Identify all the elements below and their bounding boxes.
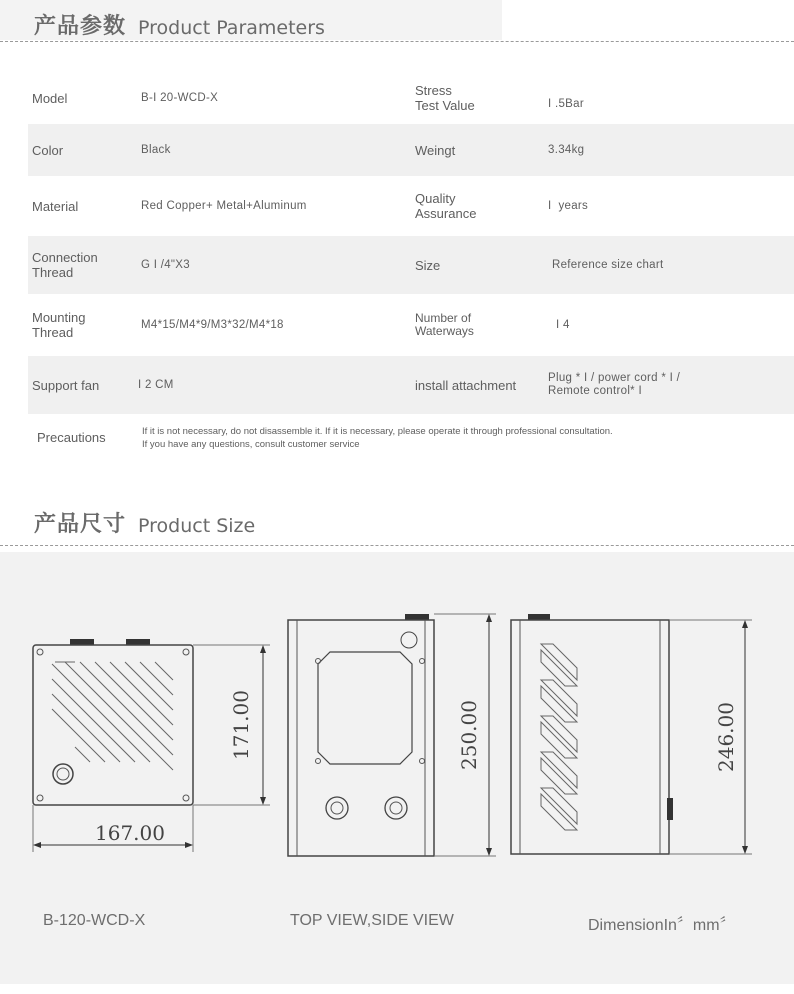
spec-label: Model	[32, 90, 68, 106]
spec-value: I 4	[556, 318, 570, 331]
size-title-en: Product Size	[138, 515, 256, 537]
dim-back-height: 246.00	[714, 702, 738, 772]
size-section-title	[34, 498, 255, 538]
params-divider	[0, 41, 794, 42]
spec-label: Color	[32, 142, 64, 158]
spec-value: Plug * I / power cord * I / Remote control* I	[548, 372, 681, 397]
spec-label: Weingt	[415, 142, 456, 158]
spec-value: G I /4"X3	[141, 259, 190, 271]
spec-value: I years	[548, 199, 589, 212]
spec-label: Mounting Thread	[32, 310, 86, 340]
caption-unit: DimensionIn〞mm〞	[588, 917, 736, 934]
spec-label: Support fan	[32, 377, 100, 393]
spec-label: install attachment	[415, 377, 517, 393]
precautions-label: Precautions	[37, 430, 106, 445]
spec-label: Size	[415, 257, 441, 273]
spec-value: I 2 CM	[138, 379, 174, 391]
caption-views: TOP VIEW,SIDE VIEW	[290, 912, 454, 929]
spec-row	[28, 176, 794, 236]
spec-row	[28, 356, 794, 414]
precautions-line-1: If it is not necessary, do not disassemble it. If it is necessary, please operate it through professional consultation.	[142, 426, 613, 437]
spec-value: M4*15/M4*9/M3*32/M4*18	[141, 319, 284, 331]
params-title-en: Product Parameters	[138, 17, 325, 39]
spec-row	[28, 294, 794, 356]
spec-label: Number of Waterways	[415, 311, 474, 338]
size-divider	[0, 545, 794, 546]
spec-value: Black	[141, 144, 171, 156]
spec-row	[28, 124, 794, 176]
dim-front-height: 171.00	[229, 690, 253, 760]
dim-front-width: 167.00	[95, 821, 165, 845]
dim-side-height: 250.00	[457, 700, 481, 770]
precautions-line-2: If you have any questions, consult customer service	[142, 439, 360, 450]
spec-value: Reference size chart	[552, 258, 664, 271]
spec-value: I .5Bar	[548, 97, 584, 110]
spec-value: 3.34kg	[548, 143, 585, 156]
spec-value: B-I 20-WCD-X	[141, 92, 219, 104]
spec-label: Material	[32, 198, 79, 214]
params-title-cn: 产品参数	[34, 14, 127, 39]
params-section-title	[34, 0, 325, 40]
spec-label: Connection Thread	[32, 250, 98, 280]
spec-label: Quality Assurance	[415, 191, 477, 221]
size-title-cn: 产品尺寸	[34, 512, 127, 537]
spec-row	[28, 236, 794, 294]
spec-row	[28, 72, 794, 124]
caption-model: B-120-WCD-X	[43, 912, 146, 929]
spec-label: Stress Test Value	[415, 83, 475, 113]
precautions-text	[142, 425, 782, 451]
spec-value: Red Copper+ Metal+Aluminum	[141, 200, 307, 212]
